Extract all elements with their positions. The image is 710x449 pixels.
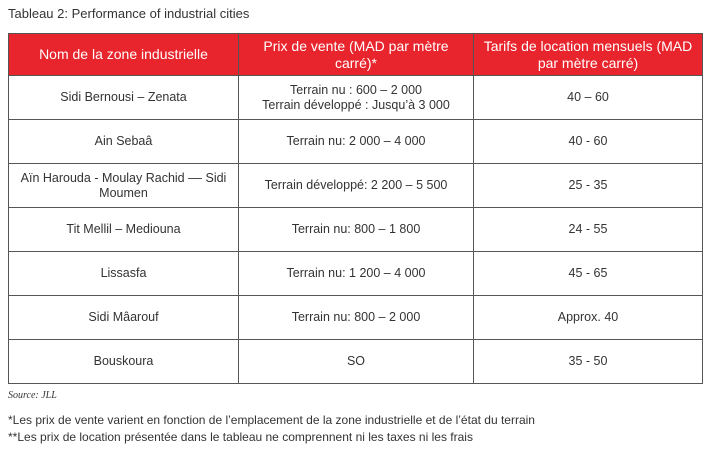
location-cell: 25 - 35 <box>474 164 703 208</box>
source-note: Source: JLL <box>8 390 57 401</box>
table-row <box>9 208 703 252</box>
table-row <box>9 164 703 208</box>
prix-line: Terrain développé: 2 200 – 5 500 <box>264 178 448 192</box>
prix-line: Terrain nu: 800 – 2 000 <box>291 310 421 324</box>
location-cell: Approx. 40 <box>474 296 703 340</box>
prix-line: Terrain nu: 800 – 1 800 <box>291 222 421 236</box>
zone-cell: Bouskoura <box>9 340 239 384</box>
location-cell: 40 - 60 <box>474 120 703 164</box>
prix-cell <box>239 76 474 120</box>
footnote-location: **Les prix de location présentée dans le tableau ne comprennent ni les taxes ni les frais <box>8 430 473 444</box>
prix-line: Terrain nu: 1 200 – 4 000 <box>286 266 426 280</box>
location-cell: 24 - 55 <box>474 208 703 252</box>
prix-line: SO <box>346 354 366 368</box>
zone-cell: Aïn Harouda - Moulay Rachid –– Sidi Moumen <box>9 164 239 208</box>
header-tarifs-location: Tarifs de location mensuels (MAD par mètre carré) <box>474 34 703 76</box>
prix-line: Terrain nu : 600 – 2 000 <box>289 82 423 97</box>
location-cell: 40 – 60 <box>474 76 703 120</box>
prix-cell <box>239 120 474 164</box>
table-row <box>9 76 703 120</box>
prix-line: Terrain nu: 2 000 – 4 000 <box>286 134 426 148</box>
zone-cell: Ain Sebaâ <box>9 120 239 164</box>
prix-cell <box>239 164 474 208</box>
table-row <box>9 120 703 164</box>
table-row <box>9 296 703 340</box>
location-cell: 45 - 65 <box>474 252 703 296</box>
header-zone: Nom de la zone industrielle <box>9 34 239 76</box>
zone-cell: Tit Mellil – Mediouna <box>9 208 239 252</box>
zone-cell: Sidi Bernousi – Zenata <box>9 76 239 120</box>
table-header-row <box>9 34 703 76</box>
prix-cell <box>239 208 474 252</box>
table-row <box>9 340 703 384</box>
prix-cell <box>239 296 474 340</box>
zone-cell: Sidi Mâarouf <box>9 296 239 340</box>
table-caption: Tableau 2: Performance of industrial cities <box>8 6 250 21</box>
location-cell: 35 - 50 <box>474 340 703 384</box>
footnote-prix: *Les prix de vente varient en fonction de l’emplacement de la zone industrielle et de l’état du terrain <box>8 413 535 427</box>
header-prix-vente: Prix de vente (MAD par mètre carré)* <box>239 34 474 76</box>
prix-line: Terrain développé : Jusqu’à 3 000 <box>262 97 450 112</box>
performance-table <box>8 33 703 384</box>
table-row <box>9 252 703 296</box>
prix-cell <box>239 340 474 384</box>
prix-cell <box>239 252 474 296</box>
zone-cell: Lissasfa <box>9 252 239 296</box>
